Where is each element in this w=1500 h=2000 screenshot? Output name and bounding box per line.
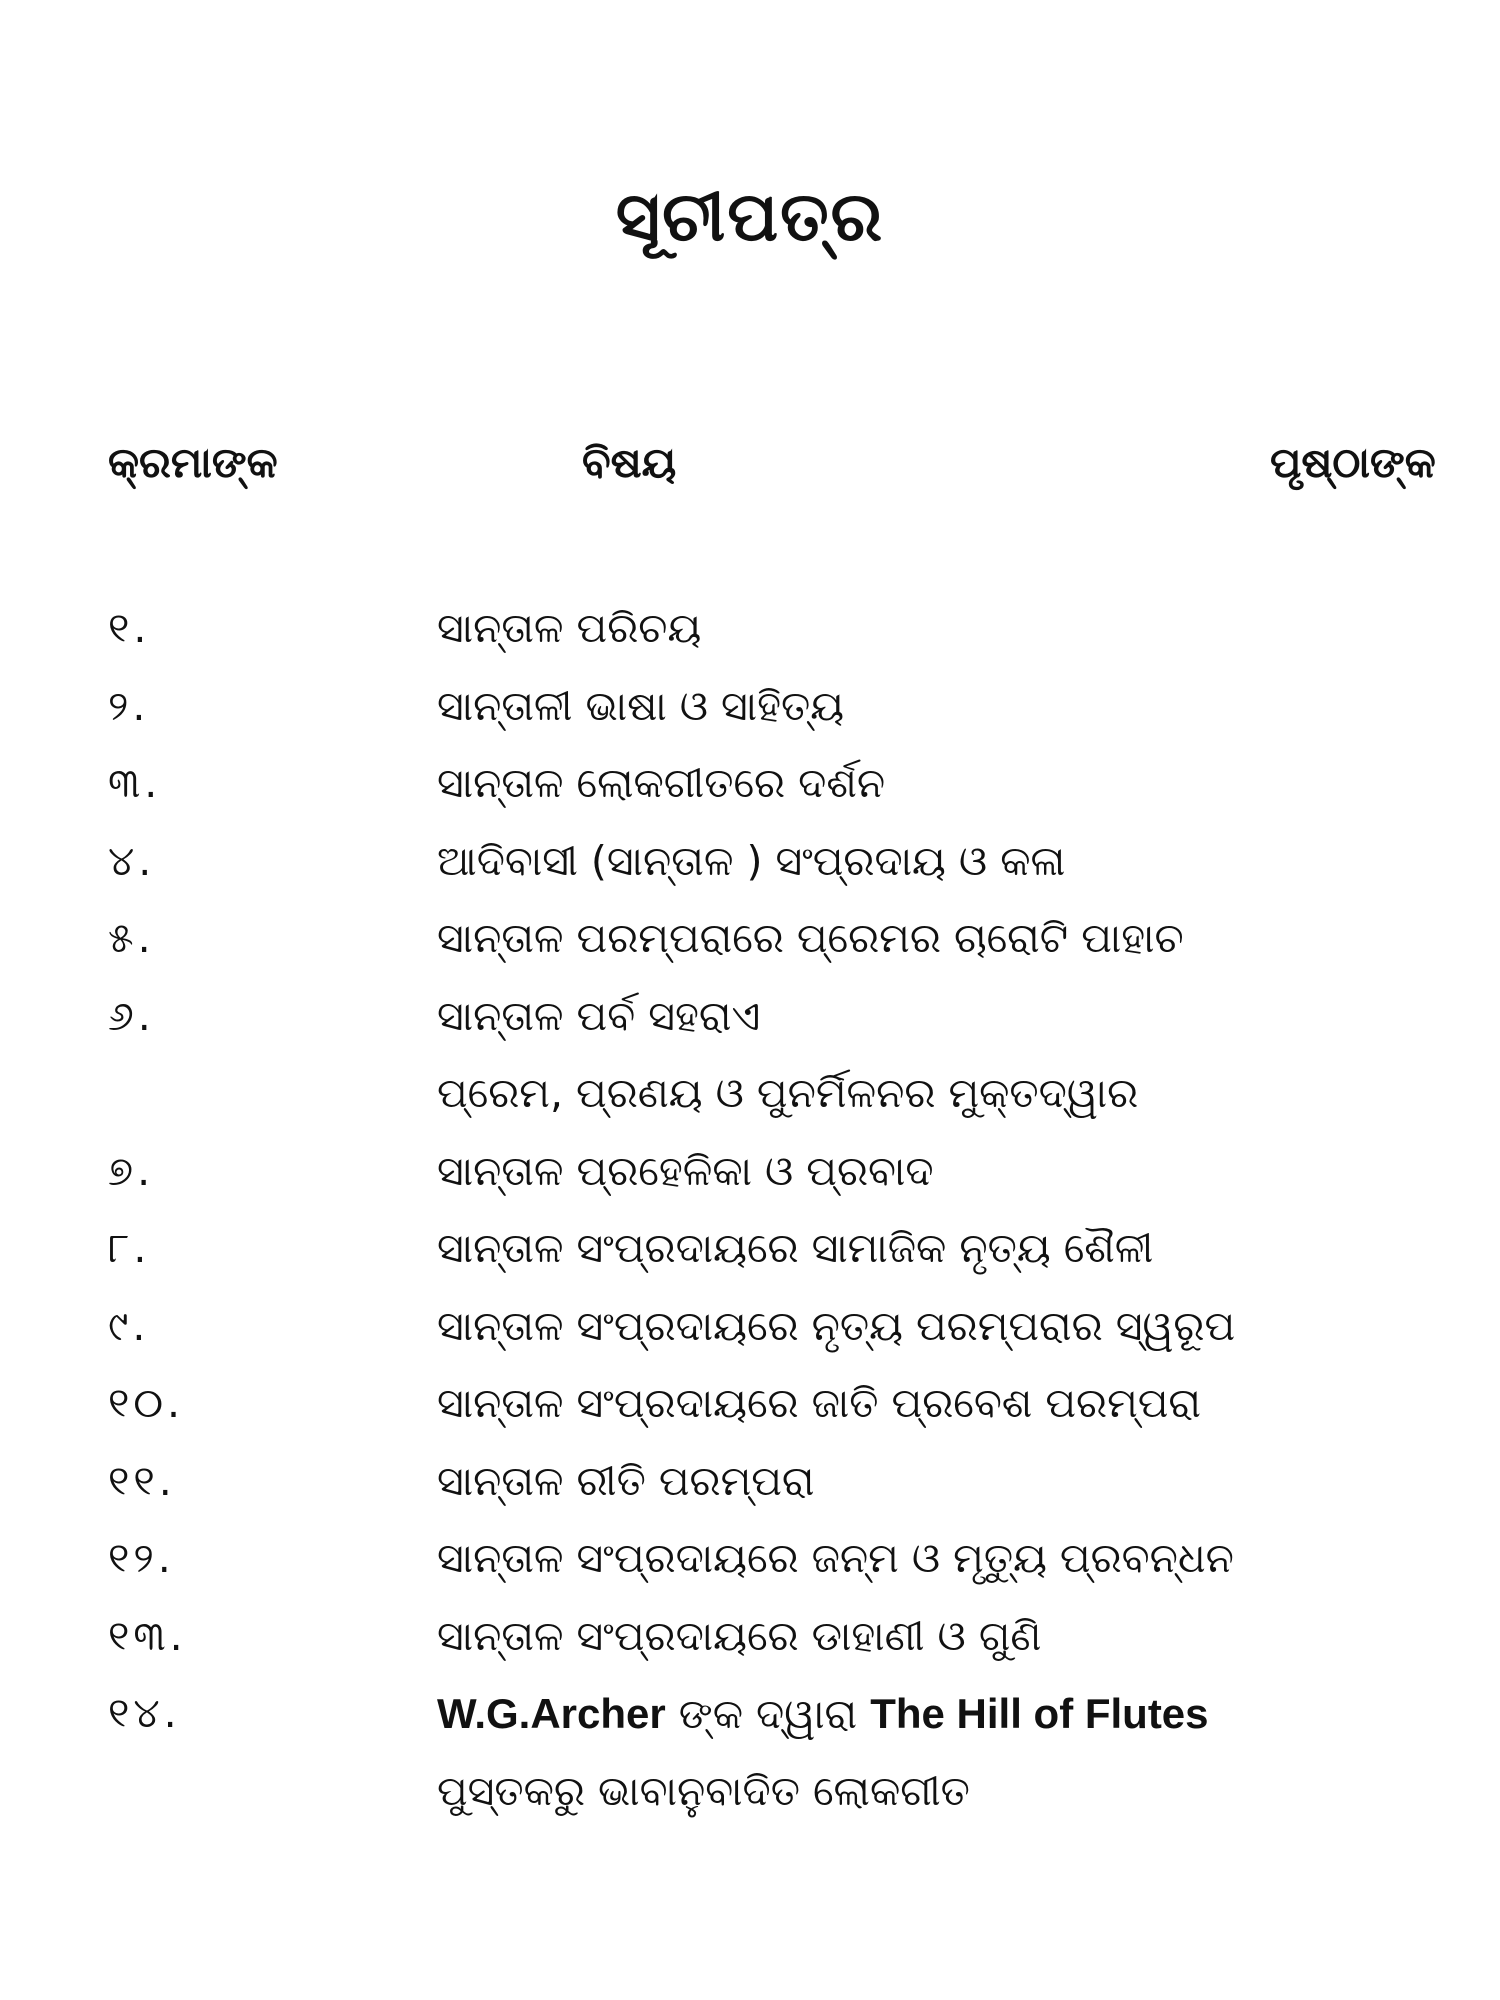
entry-number: ୫.: [108, 914, 155, 962]
contents-row: [0, 1443, 1500, 1521]
contents-row-continuation: [0, 1753, 1500, 1831]
contents-row: [0, 1675, 1500, 1753]
entry-number: ୨.: [108, 681, 150, 730]
entry-book-title: The Hill of Flutes: [870, 1690, 1209, 1737]
entry-number: ୧୩.: [108, 1611, 187, 1660]
entry-title: ସାନ୍ତାଳ ପରମ୍ପରାରେ ପ୍ରେମର ଚାରୋଟି ପାହାଚ: [437, 914, 1184, 962]
entry-title: ସାନ୍ତାଳ ପ୍ରହେଳିକା ଓ ପ୍ରବାଦ: [437, 1146, 934, 1195]
entry-author: W.G.Archer: [437, 1690, 666, 1737]
entry-number: ୧.: [108, 604, 151, 652]
entry-number: ୭.: [108, 1146, 155, 1195]
contents-row: [0, 1598, 1500, 1676]
column-header-page: ପୃଷ୍ଠାଙ୍କ: [1270, 438, 1436, 487]
entry-title: ସାନ୍ତାଳ ସଂପ୍ରଦାୟରେ ଜନ୍ମ ଓ ମୃତ୍ୟୁ ପ୍ରବନ୍ଧନ: [437, 1534, 1234, 1582]
contents-row: [0, 1288, 1500, 1366]
contents-row: [0, 1365, 1500, 1443]
entry-title: ଆଦିବାସୀ (ସାନ୍ତାଳ ) ସଂପ୍ରଦାୟ ଓ କଳା: [437, 836, 1066, 885]
contents-list: [0, 590, 1500, 1830]
entry-title: [437, 1675, 1209, 1754]
contents-row: [0, 1520, 1500, 1598]
entry-number: ୯.: [108, 1301, 150, 1350]
entry-title: ସାନ୍ତାଳୀ ଭାଷା ଓ ସାହିତ୍ୟ: [437, 681, 845, 730]
entry-title: ସାନ୍ତାଳ ଲୋକଗୀତରେ ଦର୍ଶନ: [437, 759, 886, 807]
contents-row: [0, 823, 1500, 901]
contents-row: [0, 590, 1500, 668]
entry-number: ୧୧.: [108, 1456, 176, 1505]
column-header-subject: ବିଷୟ: [582, 438, 677, 487]
contents-row: [0, 668, 1500, 746]
entry-title: ସାନ୍ତାଳ ପରିଚୟ: [437, 604, 702, 652]
contents-row-continuation: [0, 1055, 1500, 1133]
entry-number: ୩.: [108, 759, 162, 807]
entry-title: ସାନ୍ତାଳ ସଂପ୍ରଦାୟରେ ଜାତି ପ୍ରବେଶ ପରମ୍ପରା: [437, 1379, 1202, 1427]
column-header-number: କ୍ରମାଙ୍କ: [108, 438, 278, 487]
entry-title: ସାନ୍ତାଳ ରୀତି ପରମ୍ପରା: [437, 1456, 815, 1505]
entry-number: ୧୪.: [108, 1689, 181, 1737]
entry-number: ୬.: [108, 991, 155, 1040]
contents-row: [0, 745, 1500, 823]
entry-title: ସାନ୍ତାଳ ପର୍ବ ସହରାଏ: [437, 991, 761, 1040]
entry-number: ୮.: [108, 1224, 151, 1272]
entry-title: ପ୍ରେମ, ପ୍ରଣୟ ଓ ପୁନର୍ମିଳନର ମୁକ୍ତଦ୍ୱାର: [437, 1069, 1139, 1117]
entry-title: ପୁସ୍ତକରୁ ଭାବାନୁବାଦିତ ଲୋକଗୀତ: [437, 1766, 970, 1815]
contents-row: [0, 978, 1500, 1056]
entry-number: ୪.: [108, 836, 156, 885]
entry-title: ସାନ୍ତାଳ ସଂପ୍ରଦାୟରେ ଡାହାଣୀ ଓ ଗୁଣି: [437, 1611, 1042, 1660]
page-title: ସୂଚୀପତ୍ର: [615, 178, 885, 257]
entry-connector: ଙ୍କ ଦ୍ୱାରା: [665, 1690, 871, 1738]
contents-row: [0, 1133, 1500, 1211]
entry-title: ସାନ୍ତାଳ ସଂପ୍ରଦାୟରେ ସାମାଜିକ ନୃତ୍ୟ ଶୈଳୀ: [437, 1224, 1154, 1272]
contents-row: [0, 1210, 1500, 1288]
entry-number: ୧୨.: [108, 1534, 175, 1582]
entry-title: ସାନ୍ତାଳ ସଂପ୍ରଦାୟରେ ନୃତ୍ୟ ପରମ୍ପରାର ସ୍ୱରୂପ: [437, 1301, 1236, 1350]
entry-number: ୧୦.: [108, 1379, 185, 1427]
contents-row: [0, 900, 1500, 978]
